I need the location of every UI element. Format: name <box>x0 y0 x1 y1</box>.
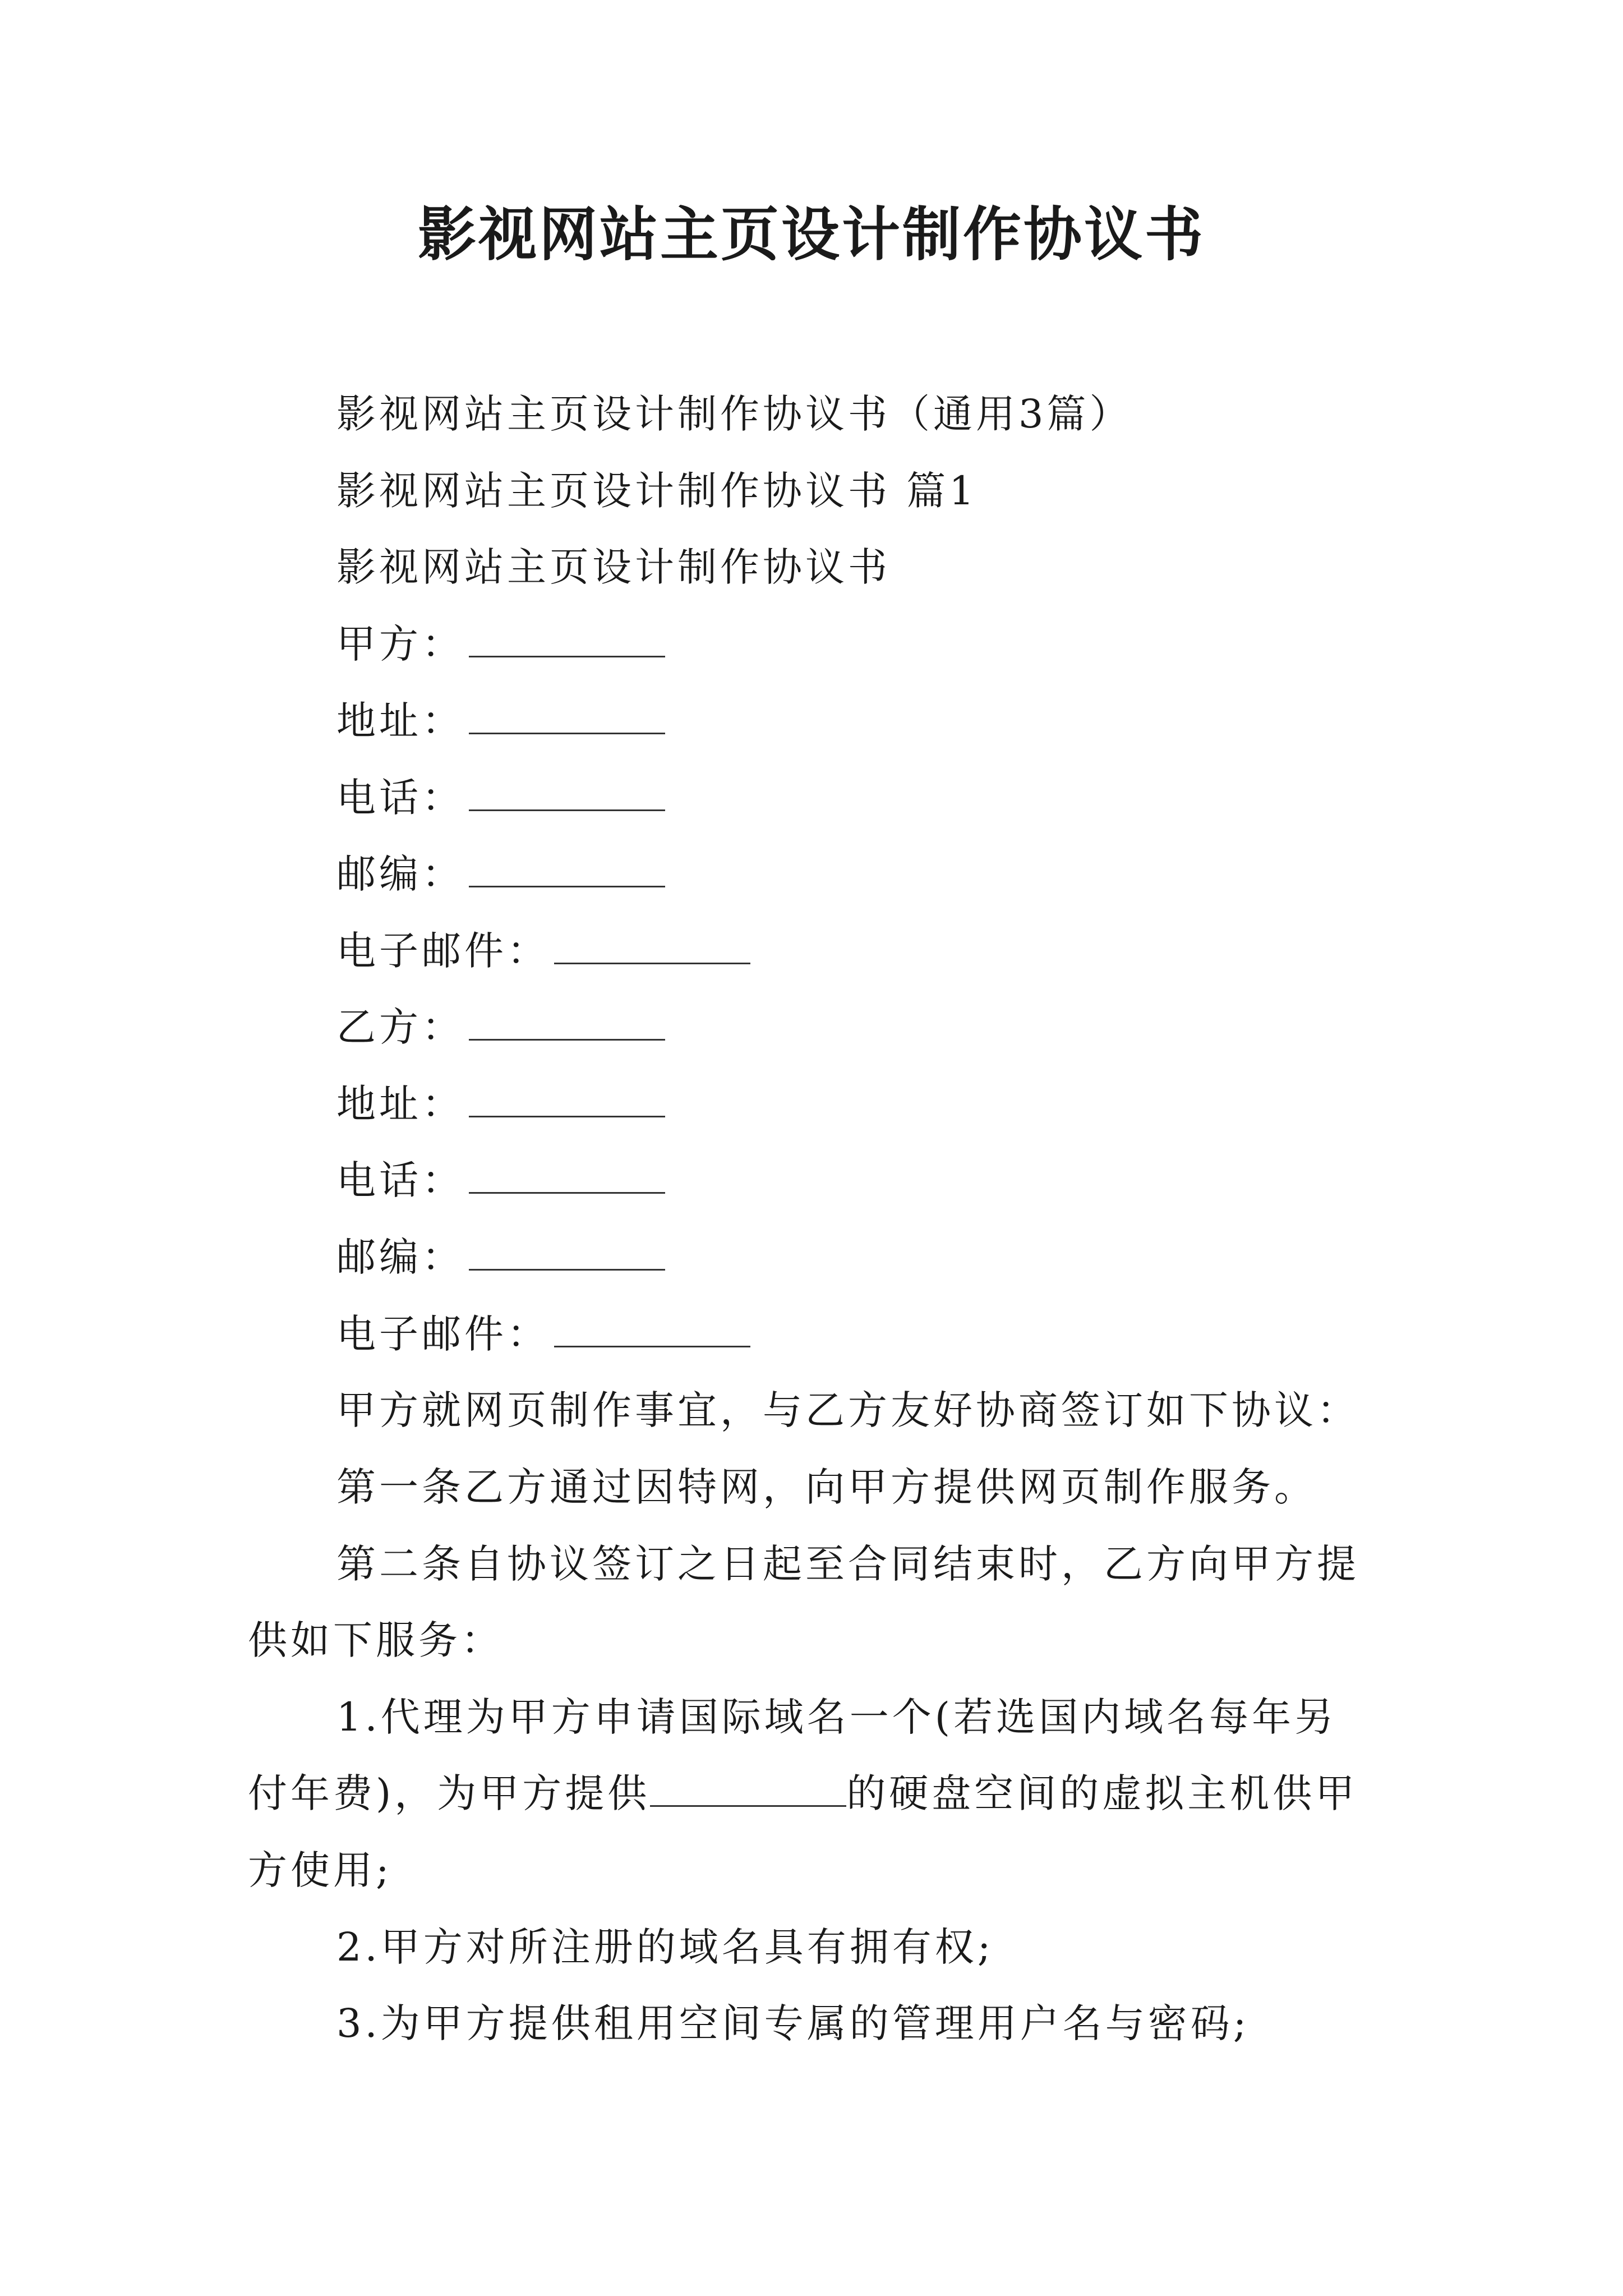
party-a-email-blank <box>554 931 750 964</box>
party-a-address-line <box>336 694 665 748</box>
party-b-address-label: 地址： <box>336 1081 464 1127</box>
party-a-address-label: 地址： <box>336 698 464 744</box>
item-3: 3.为甲方提供租用空间专属的管理用户名与密码; <box>336 2000 1250 2046</box>
party-b-email-line <box>336 1307 750 1361</box>
disk-space-blank <box>650 1774 846 1807</box>
item-1-line-2 <box>248 1766 1358 1820</box>
article-2-line-1: 第二条自协议签订之日起至合同结束时，乙方向甲方提 <box>336 1541 1359 1587</box>
party-a-postcode-blank <box>469 854 665 887</box>
item-2: 2.甲方对所注册的域名具有拥有权; <box>336 1924 994 1970</box>
party-b-address-line <box>336 1077 665 1131</box>
party-b-email-label: 电子邮件： <box>336 1311 550 1357</box>
party-a-blank <box>469 624 665 657</box>
party-a-email-label: 电子邮件： <box>336 928 550 974</box>
party-b-phone-label: 电话： <box>336 1157 464 1203</box>
party-a-postcode-line <box>336 847 665 901</box>
article-2-line-2: 供如下服务： <box>248 1617 504 1663</box>
party-b-postcode-label: 邮编： <box>336 1234 464 1280</box>
party-a-line <box>336 617 665 671</box>
party-b-email-blank <box>554 1314 750 1347</box>
party-a-phone-line <box>336 771 665 825</box>
party-b-address-blank <box>469 1084 665 1117</box>
party-a-email-line <box>336 924 750 978</box>
party-a-postcode-label: 邮编： <box>336 851 464 897</box>
document-title: 影视网站主页设计制作协议书 <box>417 200 1205 269</box>
party-a-phone-label: 电话： <box>336 775 464 821</box>
item-1-line-3: 方使用; <box>248 1847 393 1893</box>
party-b-blank <box>469 1007 665 1041</box>
party-a-address-blank <box>469 701 665 734</box>
intro-paragraph: 甲方就网页制作事宜，与乙方友好协商签订如下协议： <box>336 1387 1359 1433</box>
party-b-line <box>336 1000 665 1054</box>
agreement-heading: 影视网站主页设计制作协议书 <box>336 544 891 590</box>
party-b-label: 乙方： <box>336 1004 464 1050</box>
party-b-phone-blank <box>469 1161 665 1194</box>
party-a-label: 甲方： <box>336 621 464 667</box>
item-1-text-after-blank: 的硬盘空间的虚拟主机供甲 <box>846 1770 1358 1816</box>
party-a-phone-blank <box>469 778 665 811</box>
party-b-phone-line <box>336 1153 665 1207</box>
item-1-text-before-blank: 付年费)，为甲方提供 <box>248 1770 651 1816</box>
party-b-postcode-line <box>336 1230 665 1284</box>
article-1: 第一条乙方通过因特网，向甲方提供网页制作服务。 <box>336 1464 1317 1510</box>
party-b-postcode-blank <box>469 1237 665 1271</box>
subtitle-line: 影视网站主页设计制作协议书（通用3篇） <box>336 391 1132 437</box>
item-1-line-1: 1.代理为甲方申请国际域名一个(若选国内域名每年另 <box>336 1694 1338 1740</box>
part-heading: 影视网站主页设计制作协议书 篇1 <box>336 468 978 514</box>
